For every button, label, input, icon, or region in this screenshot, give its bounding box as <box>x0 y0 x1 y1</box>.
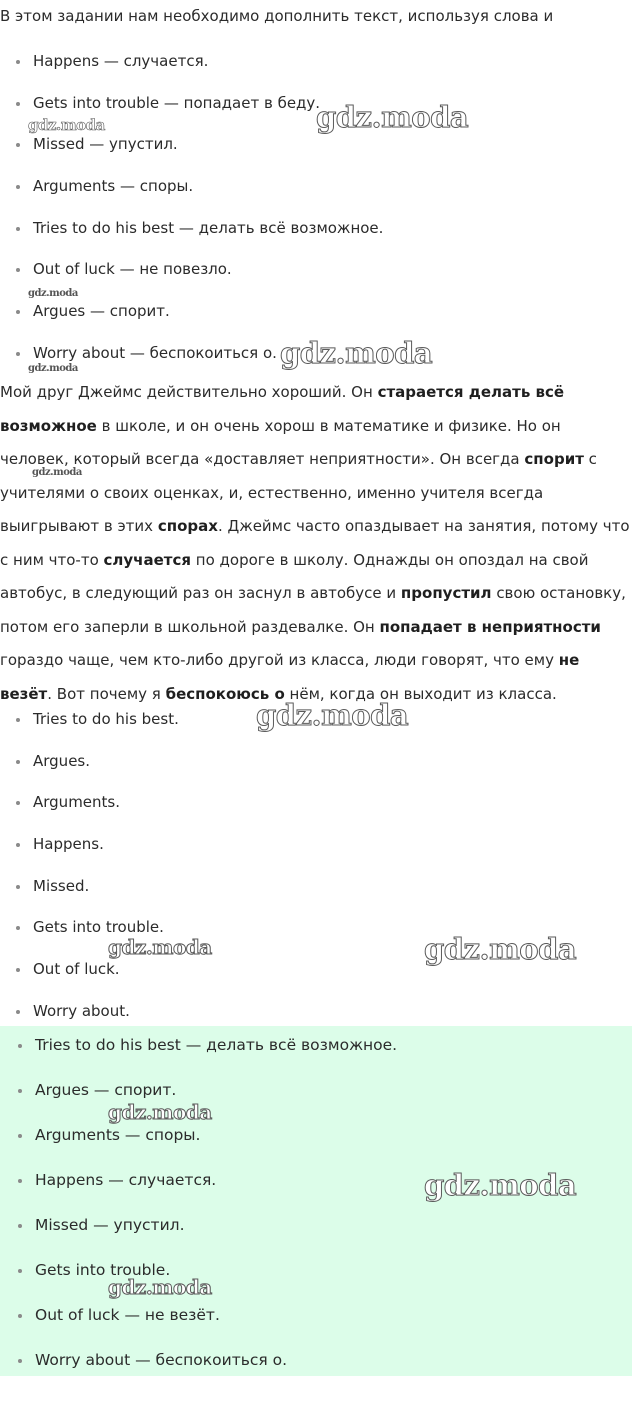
list-item: Tries to do his best — делать всё возможное. <box>0 218 632 238</box>
list-item: Arguments — споры. <box>2 1125 630 1145</box>
list-item: Worry about. <box>0 1001 632 1021</box>
watermark: gdz.moda <box>280 336 433 370</box>
story-text: в школе, и он очень хорош в математике и физике. Но он человек, который всегда «доставляет неприятности». Он всегда <box>0 416 561 468</box>
list-item: Argues. <box>0 751 632 771</box>
list-item: Happens — случается. <box>2 1170 630 1190</box>
list-item: Arguments — споры. <box>0 176 632 196</box>
list-item: Gets into trouble. <box>0 917 632 937</box>
watermark: gdz.moda <box>316 100 469 134</box>
watermark: gdz.moda <box>424 932 577 966</box>
watermark: gdz.moda <box>108 935 212 959</box>
vocabulary-list <box>0 51 632 385</box>
story-text: . Вот почему я <box>47 684 166 703</box>
list-item: Missed. <box>0 876 632 896</box>
story-answer: спорах <box>157 517 218 535</box>
list-item: Gets into trouble. <box>2 1260 630 1280</box>
story-answer: не везёт <box>0 651 580 703</box>
list-item: Tries to do his best. <box>0 709 632 729</box>
intro-text: В этом задании нам необходимо дополнить текст, используя слова и <box>0 7 554 25</box>
list-item: Argues — спорит. <box>0 301 632 321</box>
watermark: gdz.moda <box>28 116 105 134</box>
list-item: Argues — спорит. <box>2 1080 630 1100</box>
watermark: gdz.moda <box>28 288 78 299</box>
watermark: gdz.moda <box>424 1168 577 1202</box>
list-item: Out of luck — не везёт. <box>2 1305 630 1325</box>
story-text: свою остановку, потом его заперли в школьной раздевалке. Он <box>0 584 626 636</box>
story-text: с учителями о своих оценках, и, естественно, именно учителя всегда выигрывают в этих <box>0 450 597 535</box>
story-answer: попадает в неприятности <box>379 617 601 636</box>
story-text: нём, когда он выходит из класса. <box>284 684 557 703</box>
story-answer: пропустил <box>400 584 492 602</box>
list-item: Out of luck — не повезло. <box>0 259 632 279</box>
story-answer: случается <box>103 550 191 569</box>
watermark: gdz.moda <box>32 467 82 478</box>
list-item: Worry about — беспокоиться о. <box>2 1350 630 1370</box>
story-answer: спорит <box>524 450 584 468</box>
list-item: Gets into trouble — попадает в беду. <box>0 93 632 113</box>
story-answer: беспокоюсь о <box>165 684 285 703</box>
list-item: Worry about — беспокоиться о. <box>0 343 632 363</box>
list-item: Tries to do his best — делать всё возможное. <box>2 1035 630 1055</box>
answers-list <box>0 709 632 1043</box>
story-text: гораздо чаще, чем кто-либо другой из класса, люди говорят, что ему <box>0 651 559 669</box>
list-item: Happens — случается. <box>0 51 632 71</box>
list-item: Missed — упустил. <box>2 1215 630 1235</box>
list-item: Happens. <box>0 834 632 854</box>
final-answer-list <box>2 1035 630 1395</box>
list-item: Out of luck. <box>0 959 632 979</box>
watermark: gdz.moda <box>256 698 409 732</box>
list-item: Arguments. <box>0 792 632 812</box>
story-answer: старается делать всё возможное <box>0 383 565 435</box>
story-text: . Джеймс часто опаздывает на занятия, потому что с ним что-то <box>0 517 630 569</box>
list-item: Missed — упустил. <box>0 134 632 154</box>
story-text: Мой друг Джеймс действительно хороший. Он <box>0 383 378 401</box>
watermark: gdz.moda <box>108 1275 212 1299</box>
story-text: по дороге в школу. Однажды он опоздал на свой автобус, в следующий раз он заснул в автобусе и <box>0 550 589 602</box>
watermark: gdz.moda <box>28 363 78 374</box>
watermark: gdz.moda <box>108 1100 212 1124</box>
story-paragraph <box>0 376 632 711</box>
